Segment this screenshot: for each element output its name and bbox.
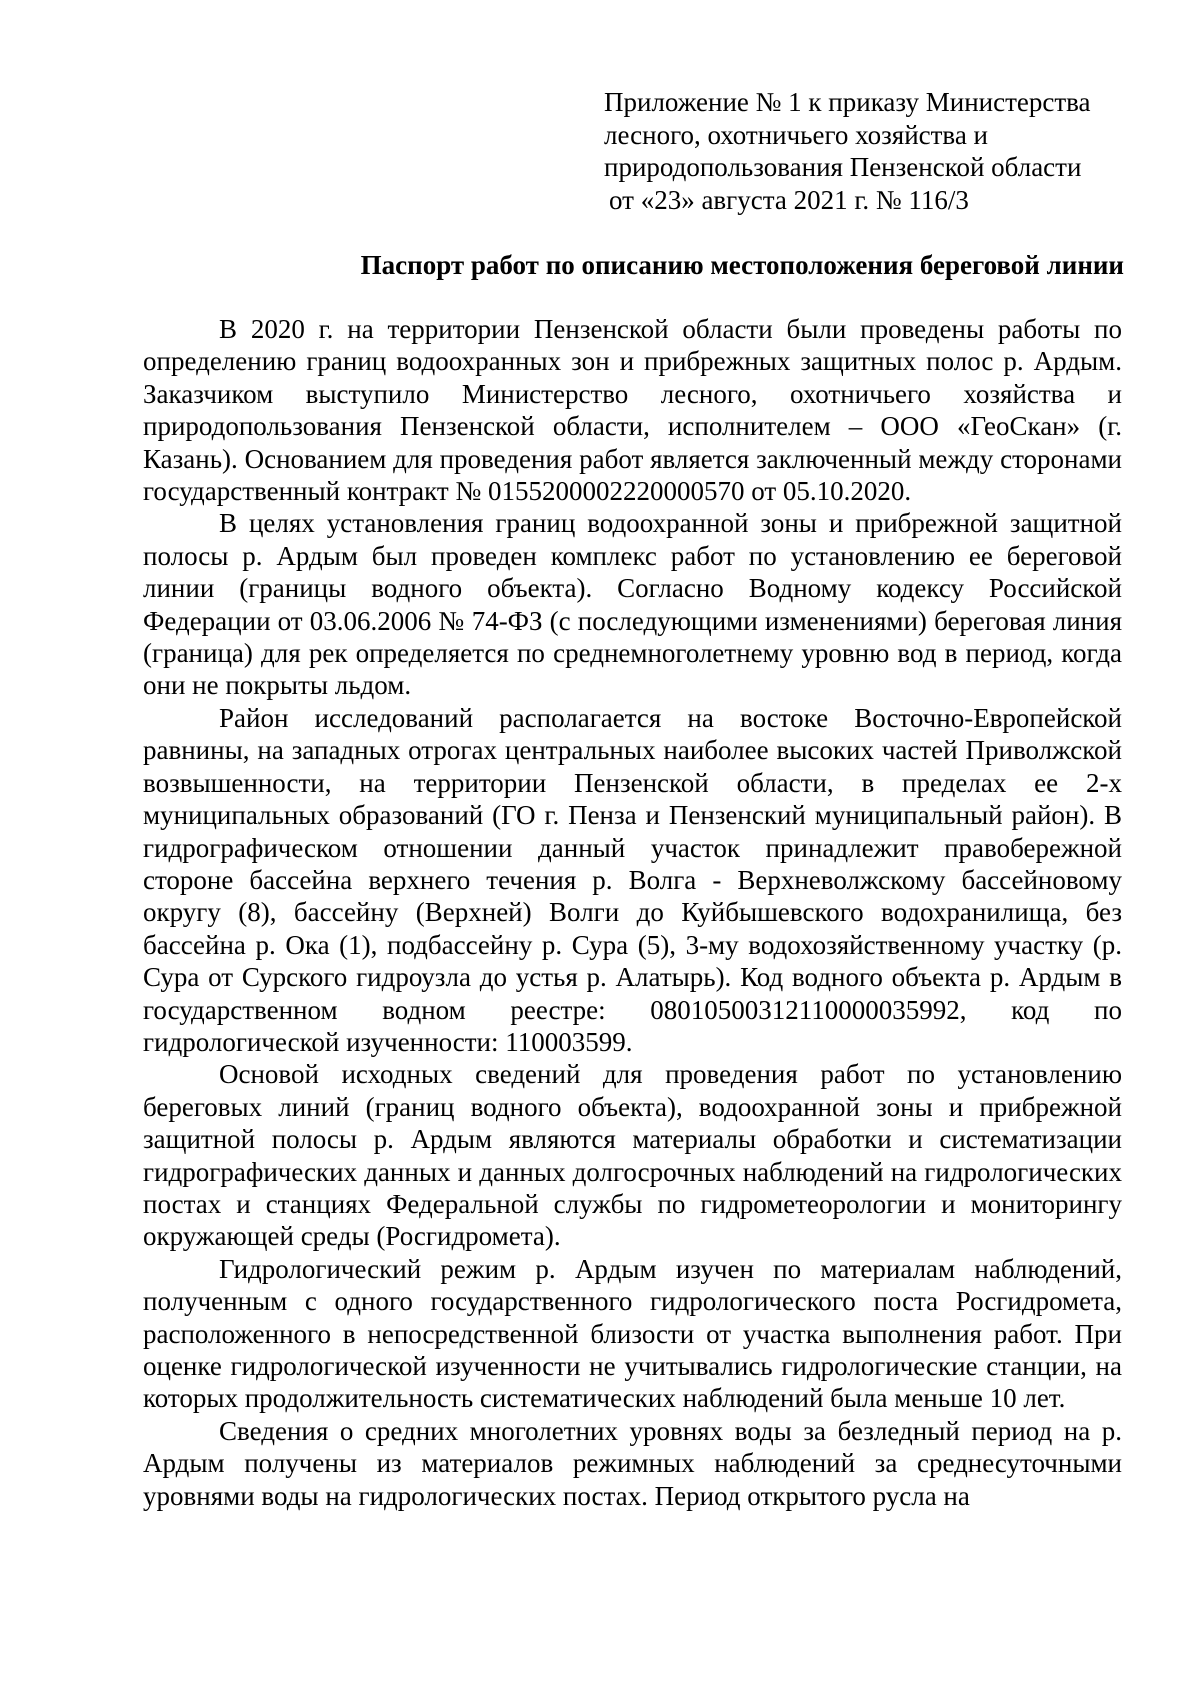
paragraph: Район исследований располагается на востоке Восточно-Европейской равнины, на западных отрогах центральных наиболее высоких частей Приволжской возвышенности, на территории Пензенской области, в пределах ее 2-х муниципальных образований (ГО г. Пенза и Пензенский муниципальный район). В гидрографическом отношении данный участок принадлежит правобережной стороне бассейна верхнего течения р. Волга - Верхневолжскому бассейновому округу (8), бассейну (Верхней) Волги до Куйбышевского водохранилища, без бассейна р. Ока (1), подбассейну р. Сура (5), 3-му водохозяйственному участку (р. Сура от Сурского гидроузла до устья р. Алатырь). Код водного объекта р. Ардым в государственном водном реестре: 08010500312110000035992, код по гидрологической изученности: 110003599. [143, 702, 1122, 1057]
paragraph: Сведения о средних многолетних уровнях воды за безледный период на р. Ардым получены из материалов режимных наблюдений за среднесуточными уровнями воды на гидрологических постах. Период открытого русла на [143, 1415, 1122, 1511]
paragraph: В целях установления границ водоохранной зоны и прибрежной защитной полосы р. Ардым был проведен комплекс работ по установлению ее береговой линии (границы водного объекта). Согласно Водному кодексу Российской Федерации от 03.06.2006 № 74-ФЗ (с последующими изменениями) береговая линия (граница) для рек определяется по среднемноголетнему уровню вод в период, когда они не покрыты льдом. [143, 508, 1122, 701]
appendix-line: от «23» августа 2021 г. № 116/3 [609, 184, 969, 215]
document-body [143, 313, 1122, 1512]
paragraph: Основой исходных сведений для проведения работ по установлению береговых линий (границ водного объекта), водоохранной зоны и прибрежной защитной полосы р. Ардым являются материалы обработки и систематизации гидрографических данных и данных долгосрочных наблюдений на гидрологических постах и станциях Федеральной службы по гидрометеорологии и мониторингу окружающей среды (Росгидромета). [143, 1059, 1122, 1252]
appendix-header [604, 86, 1124, 216]
document-title: Паспорт работ по описанию местоположения береговой линии [360, 250, 1124, 280]
paragraph: В 2020 г. на территории Пензенской области были проведены работы по определению границ водоохранных зон и прибрежных защитных полос р. Ардым. Заказчиком выступило Министерство лесного, охотничьего хозяйства и природопользования Пензенской области, исполнителем – ООО «ГеоСкан» (г. Казань). Основанием для проведения работ является заключенный между сторонами государственный контракт № 0155200002220000570 от 05.10.2020. [143, 314, 1122, 507]
paragraph: Гидрологический режим р. Ардым изучен по материалам наблюдений, полученным с одного государственного гидрологического поста Росгидромета, расположенного в непосредственной близости от участка выполнения работ. При оценке гидрологической изученности не учитывались гидрологические станции, на которых продолжительность систематических наблюдений была меньше 10 лет. [143, 1253, 1122, 1414]
appendix-line: природопользования Пензенской области [604, 152, 1082, 182]
appendix-line: Приложение № 1 к приказу Министерства [604, 87, 1091, 117]
appendix-line: лесного, охотничьего хозяйства и [604, 119, 988, 150]
